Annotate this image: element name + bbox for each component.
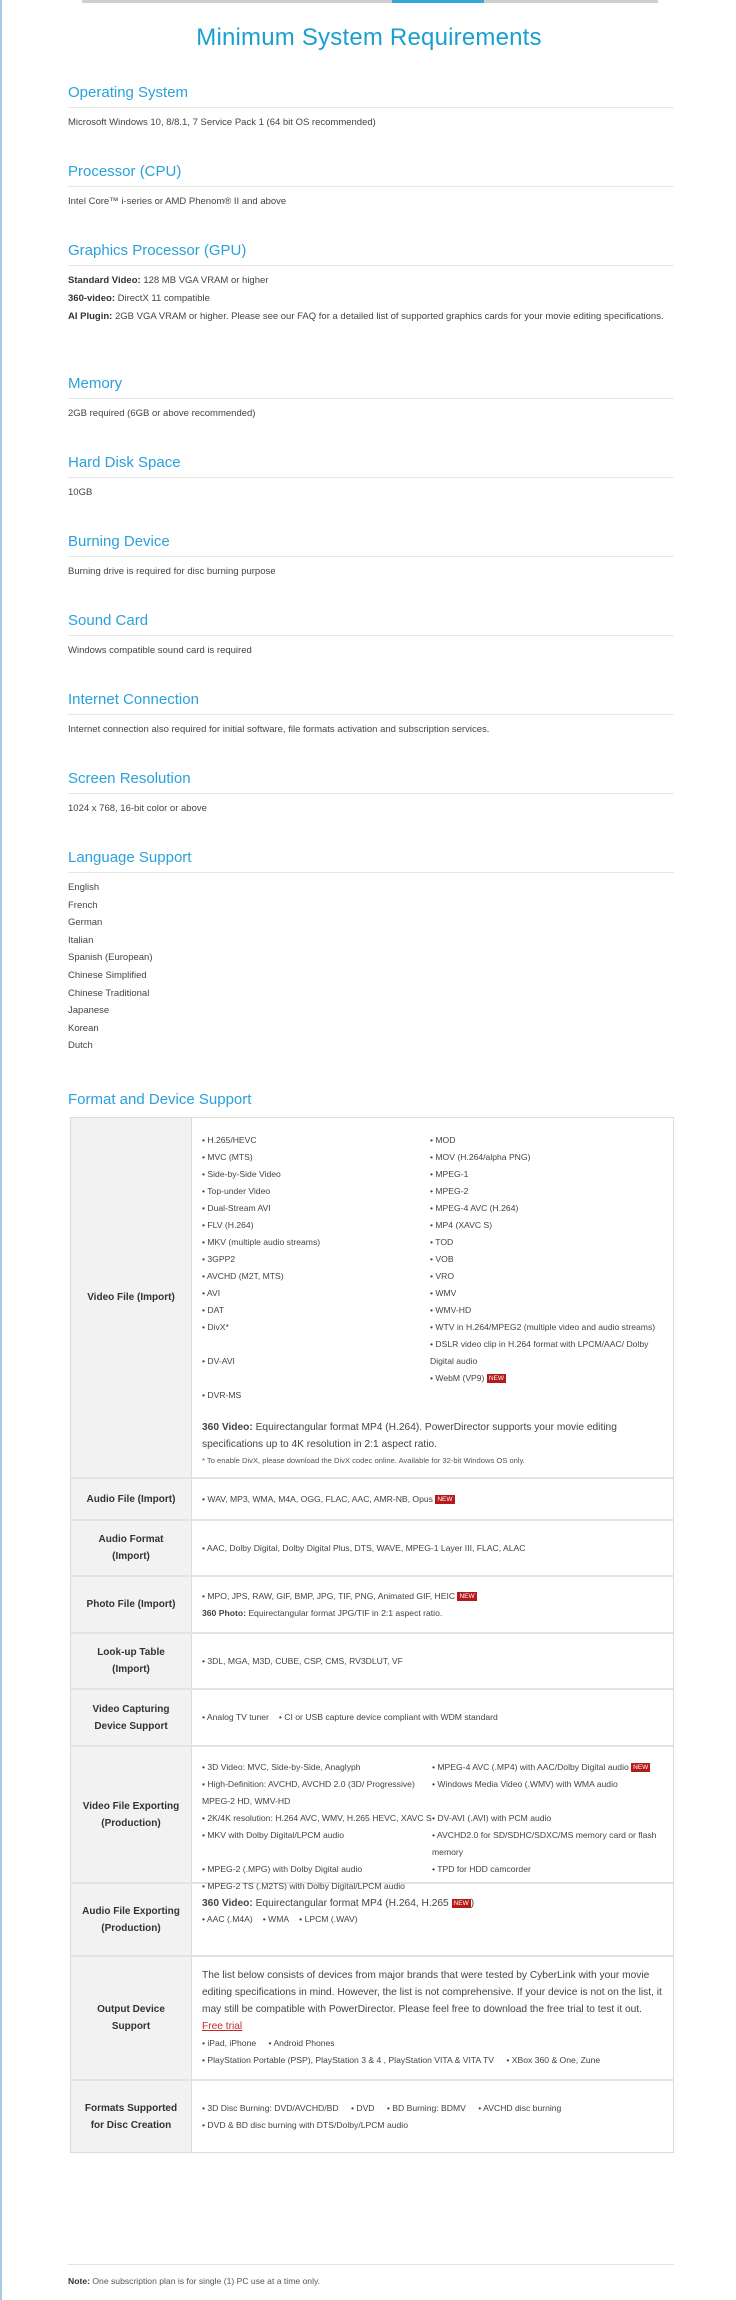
note-divider: [68, 2264, 674, 2265]
format-item: • WMV: [430, 1288, 457, 1298]
divider: [68, 107, 674, 108]
table-row-photo-import: [71, 1575, 673, 1632]
section-heading: Format and Device Support: [68, 1091, 252, 1108]
language-list: [68, 879, 674, 1055]
row-label: Video File Exporting (Production): [71, 1747, 192, 1882]
language-item: Chinese Traditional: [68, 987, 150, 999]
divider: [68, 265, 674, 266]
divider: [68, 635, 674, 636]
gpu-standard-video: Standard Video: 128 MB VGA VRAM or higher: [68, 275, 269, 286]
audio-export-item: • LPCM (.WAV): [299, 1914, 358, 1924]
output-device-intro: The list below consists of devices from major brands that were tested by CyberLink with your movie editing specifications in mind. However, the list is not comprehensive. If your device is not on the list, it may still be compatible with PowerDirector. Please feel free to download the free trial to test it out. Free trial: [202, 1970, 662, 2032]
capture-item: • Analog TV tuner: [202, 1712, 269, 1722]
section-text: Internet connection also required for initial software, file formats activation and subscription services.: [68, 724, 490, 735]
table-row-lut: [71, 1632, 673, 1688]
section-burning-device: [68, 531, 674, 581]
section-text: 1024 x 768, 16-bit color or above: [68, 803, 207, 814]
format-item: • WTV in H.264/MPEG2 (multiple video and audio streams): [430, 1322, 656, 1332]
row-label: Audio File (Import): [71, 1479, 192, 1519]
section-text: Windows compatible sound card is required: [68, 645, 252, 656]
disc-item: • AVCHD disc burning: [478, 2102, 562, 2113]
row-content: [192, 1884, 673, 1955]
format-item: • 2K/4K resolution: H.264 AVC, WMV, H.265 HEVC, XAVC S: [202, 1813, 432, 1823]
format-item: • AVCHD2.0 for SD/SDHC/SDXC/MS memory card or flash memory: [432, 1830, 657, 1857]
free-trial-link[interactable]: Free trial: [202, 2021, 243, 2032]
tab-bar-active-indicator: [392, 0, 484, 3]
divider: [68, 398, 674, 399]
table-row-video-import: [71, 1118, 673, 1477]
language-item: German: [68, 917, 103, 929]
format-item: • MKV (multiple audio streams): [202, 1237, 321, 1247]
divider: [68, 793, 674, 794]
video-360-note: 360 Video: Equirectangular format MP4 (H.264). PowerDirector supports your movie editing specifications up to 4K resolution in 2:1 aspect ratio.: [202, 1422, 617, 1450]
row-label: Video Capturing Device Support: [71, 1690, 192, 1745]
gpu-360-video: 360-video: DirectX 11 compatible: [68, 293, 210, 304]
photo-formats: • MPO, JPS, RAW, GIF, BMP, JPG, TIF, PNG, Animated GIF, HEIC NEW: [202, 1590, 475, 1601]
photo-360-note: 360 Photo: Equirectangular format JPG/TIF in 2:1 aspect ratio.: [202, 1607, 443, 1618]
format-item: • FLV (H.264): [202, 1220, 254, 1230]
video-import-col-2: [430, 1132, 663, 1404]
new-badge: NEW: [437, 1495, 453, 1503]
row-label: Output Device Support: [71, 1957, 192, 2079]
format-item: • MPEG-2 TS (.M2TS) with Dolby Digital/LPCM audio: [202, 1881, 405, 1891]
gpu-ai-plugin: AI Plugin: 2GB VGA VRAM or higher. Please see our FAQ for a detailed list of supported graphics cards for your movie editing specifications.: [68, 311, 664, 322]
device-item: • PlayStation Portable (PSP), PlayStation 3 & 4 , PlayStation VITA & VITA TV: [202, 2055, 494, 2065]
format-item: • MPEG-1: [430, 1169, 469, 1179]
section-sound-card: [68, 610, 674, 660]
format-support-table: [70, 1117, 674, 2153]
language-item: Dutch: [68, 1040, 93, 1052]
divx-footnote: * To enable DivX, please download the DivX codec online. Available for 32-bit Windows OS only.: [202, 1456, 525, 1465]
row-label: Formats Supported for Disc Creation: [71, 2081, 192, 2152]
video-import-col-1: [202, 1132, 430, 1404]
audio-export-item: • AAC (.M4A): [202, 1914, 253, 1924]
format-item: • High-Definition: AVCHD, AVCHD 2.0 (3D/ Progressive) MPEG-2 HD, WMV-HD: [202, 1779, 415, 1806]
format-item: • 3D Video: MVC, Side-by-Side, Anaglyph: [202, 1762, 361, 1772]
table-row-audio-format: [71, 1519, 673, 1575]
table-row-audio-import: [71, 1477, 673, 1519]
device-line: [202, 2035, 663, 2052]
page-title: Minimum System Requirements: [196, 24, 542, 51]
format-item: • DSLR video clip in H.264 format with LPCM/AAC/ Dolby Digital audio: [430, 1339, 649, 1366]
divider: [68, 186, 674, 187]
row-content: • WAV, MP3, WMA, M4A, OGG, FLAC, AAC, AMR-NB, Opus NEW: [202, 1493, 453, 1504]
video-360-export-note: 360 Video: Equirectangular format MP4 (H.264, H.265 NEW ): [202, 1898, 475, 1909]
format-item: • Dual-Stream AVI: [202, 1203, 271, 1213]
format-item: • TOD: [430, 1237, 454, 1247]
video-export-row: [202, 1759, 663, 1776]
table-row-output-device: [71, 1955, 673, 2079]
new-badge: NEW: [633, 1764, 649, 1771]
table-row-disc-creation: [71, 2079, 673, 2152]
format-item: • TPD for HDD camcorder: [432, 1864, 531, 1874]
row-label: Photo File (Import): [71, 1577, 192, 1632]
format-item: • AVCHD (M2T, MTS): [202, 1271, 284, 1281]
section-text: Burning drive is required for disc burning purpose: [68, 566, 276, 577]
language-item: Italian: [68, 934, 94, 946]
section-hard-disk: [68, 452, 674, 502]
section-text: Intel Core™ i-series or AMD Phenom® II and above: [68, 196, 287, 207]
language-item: English: [68, 882, 100, 893]
format-item: • DVR-MS: [202, 1390, 242, 1400]
section-memory: [68, 373, 674, 423]
format-item: • MPEG-2: [430, 1186, 469, 1196]
language-item: French: [68, 899, 98, 911]
format-item: • 3GPP2: [202, 1254, 236, 1264]
new-badge: NEW: [459, 1592, 475, 1600]
section-heading: Burning Device: [68, 533, 170, 550]
section-heading: Hard Disk Space: [68, 454, 181, 471]
format-item: • MOV (H.264/alpha PNG): [430, 1152, 531, 1162]
format-item: • MPEG-2 (.MPG) with Dolby Digital audio: [202, 1864, 363, 1874]
format-item: • AVI: [202, 1288, 221, 1298]
video-export-row: [202, 1861, 663, 1878]
disc-item: • 3D Disc Burning: DVD/AVCHD/BD: [202, 2102, 339, 2113]
device-line: [202, 2052, 663, 2069]
language-item: Spanish (European): [68, 952, 153, 964]
format-item: • WMV-HD: [430, 1305, 472, 1315]
section-heading: Internet Connection: [68, 691, 199, 708]
audio-export-item: • WMA: [262, 1914, 290, 1924]
language-item: Chinese Simplified: [68, 969, 147, 981]
row-content: [192, 2081, 673, 2152]
tab-bar-track: [82, 0, 658, 3]
device-item: • iPad, iPhone: [202, 2038, 257, 2048]
section-heading: Sound Card: [68, 612, 149, 629]
divider: [68, 714, 674, 715]
section-heading: Screen Resolution: [68, 770, 191, 787]
new-badge: NEW: [488, 1375, 504, 1382]
section-heading: Processor (CPU): [68, 163, 182, 180]
new-badge: NEW: [453, 1900, 469, 1907]
section-operating-system: [68, 82, 674, 132]
disc-item: • BD Burning: BDMV: [386, 2102, 466, 2113]
row-content: [192, 1957, 673, 2079]
language-item: Korean: [68, 1022, 99, 1034]
row-content: [192, 1690, 673, 1745]
table-row-capture: [71, 1688, 673, 1745]
format-item: • MVC (MTS): [202, 1152, 253, 1162]
video-export-row: [202, 1810, 663, 1827]
section-internet: [68, 689, 674, 739]
row-content: • AAC, Dolby Digital, Dolby Digital Plus, DTS, WAVE, MPEG-1 Layer III, FLAC, ALAC: [202, 1542, 526, 1553]
format-item: • MOD: [430, 1135, 456, 1145]
section-text: 10GB: [68, 487, 93, 498]
disc-item: • DVD & BD disc burning with DTS/Dolby/LPCM audio: [202, 2119, 408, 2130]
format-item: • Windows Media Video (.WMV) with WMA audio: [432, 1779, 618, 1789]
device-item: • XBox 360 & One, Zune: [506, 2055, 601, 2065]
format-item: • DV-AVI (.AVI) with PCM audio: [432, 1813, 552, 1823]
row-label: Audio Format (Import): [71, 1521, 192, 1575]
row-content: [192, 1118, 673, 1477]
row-content: [192, 1577, 673, 1632]
row-content: [192, 1747, 673, 1909]
section-text: [68, 272, 674, 326]
format-item: • MPEG-4 AVC (.MP4) with AAC/Dolby Digital audio NEW: [432, 1762, 649, 1772]
disc-item: • DVD: [350, 2102, 375, 2113]
format-item: • MPEG-4 AVC (H.264): [430, 1203, 519, 1213]
format-item: • MP4 (XAVC S): [430, 1220, 493, 1230]
table-row-audio-export: [71, 1882, 673, 1955]
format-item: • VRO: [430, 1271, 455, 1281]
section-gpu: [68, 240, 674, 326]
table-row-video-export: [71, 1745, 673, 1909]
device-item: • Android Phones: [268, 2038, 335, 2048]
video-export-row: [202, 1776, 663, 1810]
format-item: • Top-under Video: [202, 1186, 271, 1196]
language-item: Japanese: [68, 1005, 110, 1017]
section-language-support: [68, 847, 674, 1055]
format-item: • DivX*: [202, 1322, 229, 1332]
video-import-columns: [202, 1132, 663, 1404]
disc-line: [202, 2117, 663, 2134]
section-text: Microsoft Windows 10, 8/8.1, 7 Service Pack 1 (64 bit OS recommended): [68, 117, 376, 128]
divider: [68, 872, 674, 873]
capture-item: • CI or USB capture device compliant with WDM standard: [278, 1712, 498, 1722]
row-content: • 3DL, MGA, M3D, CUBE, CSP, CMS, RV3DLUT, VF: [202, 1655, 403, 1666]
row-label: Look-up Table (Import): [71, 1634, 192, 1688]
row-label: Video File (Import): [71, 1118, 192, 1477]
format-item: • H.265/HEVC: [202, 1135, 257, 1145]
section-format-support: [68, 1089, 674, 1111]
format-item: • Side-by-Side Video: [202, 1169, 281, 1179]
divider: [68, 556, 674, 557]
video-export-row: [202, 1827, 663, 1861]
section-heading: Language Support: [68, 849, 192, 866]
section-screen-resolution: [68, 768, 674, 818]
format-item: • VOB: [430, 1254, 454, 1264]
section-heading: Graphics Processor (GPU): [68, 242, 247, 259]
subscription-note: Note: One subscription plan is for single (1) PC use at a time only.: [68, 2276, 321, 2286]
disc-line: [202, 2100, 663, 2117]
format-item: • DAT: [202, 1305, 224, 1315]
format-item: • DV-AVI: [202, 1356, 235, 1366]
section-heading: Operating System: [68, 84, 189, 101]
section-processor: [68, 161, 674, 211]
section-text: 2GB required (6GB or above recommended): [68, 408, 256, 419]
format-item: • MKV with Dolby Digital/LPCM audio: [202, 1830, 344, 1840]
section-heading: Memory: [68, 375, 123, 392]
format-item-webm: • WebM (VP9) NEW: [430, 1373, 504, 1383]
divider: [68, 477, 674, 478]
row-label: Audio File Exporting (Production): [71, 1884, 192, 1955]
